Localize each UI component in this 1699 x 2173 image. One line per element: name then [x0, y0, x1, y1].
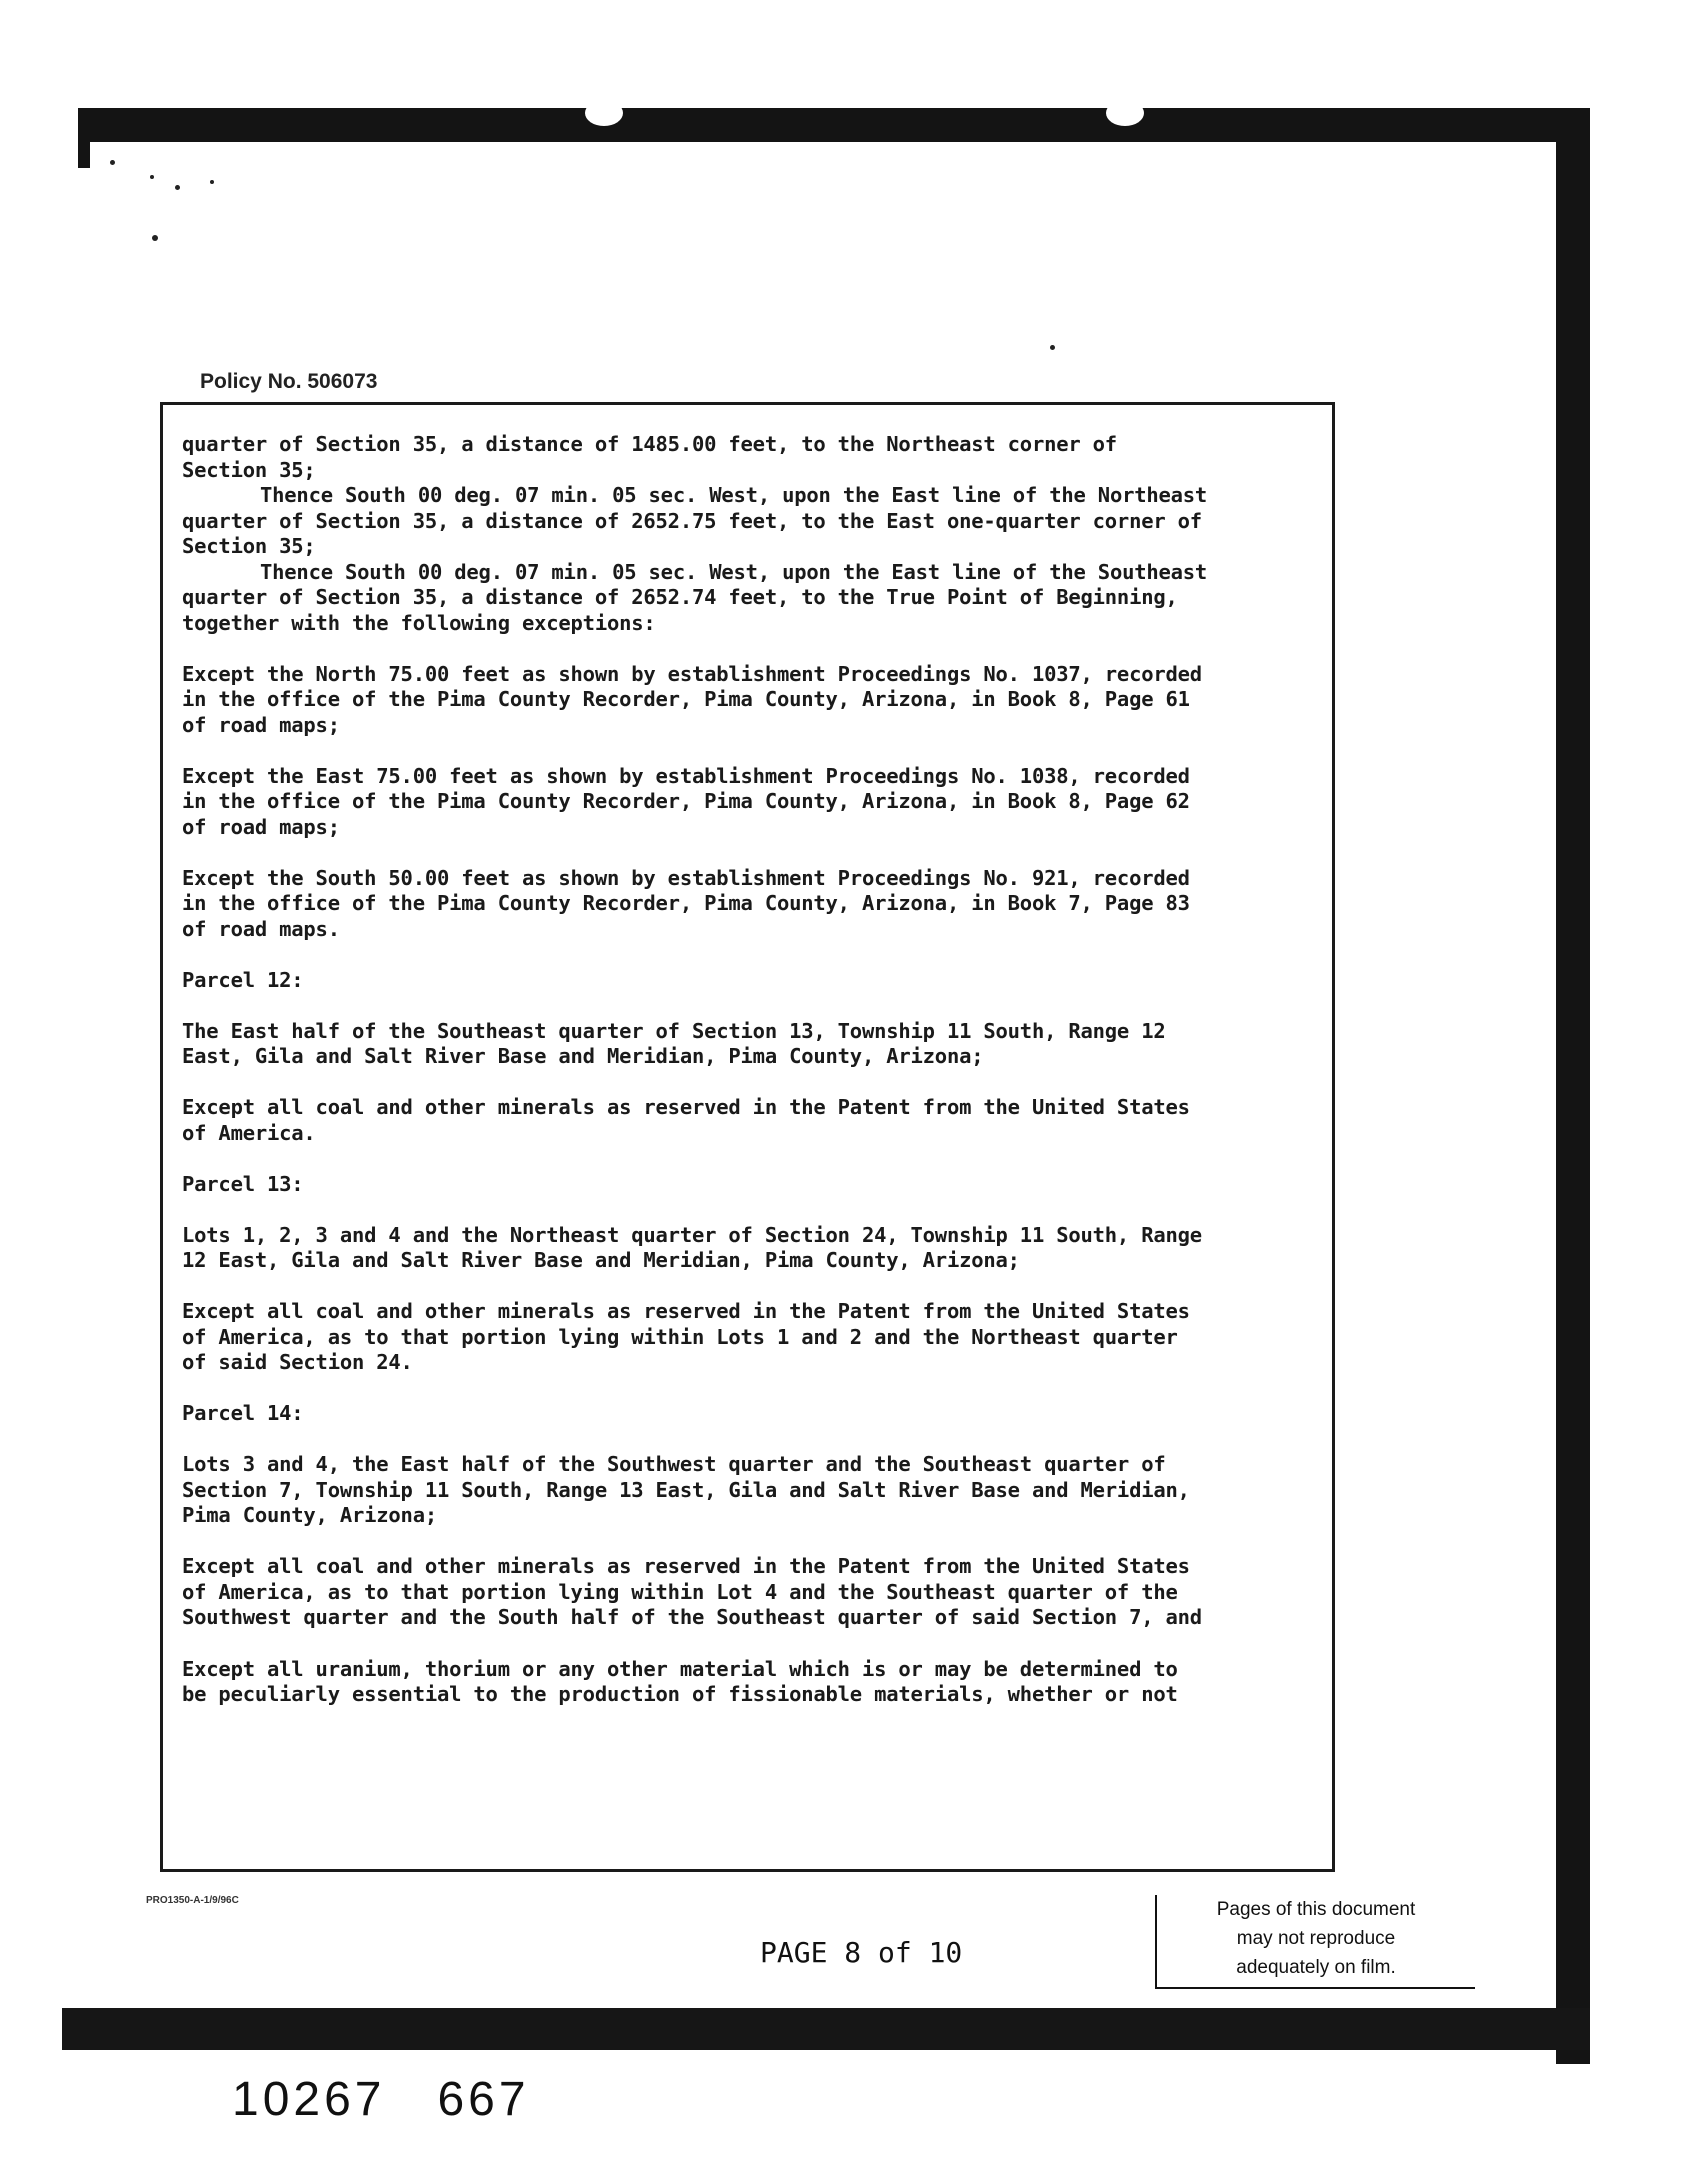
text-line: Parcel 12:	[182, 967, 304, 992]
paragraph	[182, 764, 1422, 841]
text-line: Section 35;	[182, 457, 316, 482]
scan-speck	[110, 160, 115, 165]
text-line: of road maps;	[182, 814, 340, 839]
page-number: PAGE 8 of 10	[760, 1936, 963, 1969]
text-line: quarter of Section 35, a distance of 1485.00 feet, to the Northeast corner of	[182, 432, 1117, 456]
text-line: in the office of the Pima County Recorder, Pima County, Arizona, in Book 8, Page 62	[182, 789, 1190, 813]
legal-description-text	[182, 432, 1422, 1733]
text-line: Southwest quarter and the South half of the Southeast quarter of said Section 7, and	[182, 1605, 1202, 1629]
paragraph	[182, 1019, 1422, 1070]
paragraph	[182, 1172, 1422, 1198]
text-line: together with the following exceptions:	[182, 610, 656, 635]
paragraph	[182, 1299, 1422, 1376]
paragraph	[182, 1223, 1422, 1274]
text-line: of America, as to that portion lying within Lots 1 and 2 and the Northeast quarter	[182, 1324, 1178, 1349]
text-line: East, Gila and Salt River Base and Meridian, Pima County, Arizona;	[182, 1044, 984, 1068]
text-line: Pima County, Arizona;	[182, 1503, 437, 1527]
text-line: Except all coal and other minerals as reserved in the Patent from the United States	[182, 1095, 1190, 1119]
film-frame-right	[1556, 108, 1590, 2064]
paragraph	[182, 1554, 1422, 1631]
text-line: quarter of Section 35, a distance of 2652.75 feet, to the East one-quarter corner of	[182, 508, 1202, 533]
paragraph	[182, 662, 1422, 739]
scan-speck	[1050, 345, 1055, 350]
scan-speck	[152, 235, 158, 241]
text-line: of America, as to that portion lying within Lot 4 and the Southeast quarter of the	[182, 1579, 1178, 1604]
text-line: Lots 3 and 4, the East half of the Southwest quarter and the Southeast quarter of	[182, 1452, 1166, 1476]
film-notice-line: may not reproduce	[1236, 1928, 1396, 1949]
text-line: of road maps;	[182, 712, 340, 737]
text-line: Except all uranium, thorium or any other material which is or may be determined to	[182, 1656, 1178, 1681]
scan-speck	[210, 180, 214, 184]
text-line: Lots 1, 2, 3 and 4 and the Northeast quarter of Section 24, Township 11 South, Range	[182, 1222, 1202, 1247]
paragraph	[182, 560, 1422, 637]
text-line: of said Section 24.	[182, 1350, 413, 1374]
text-line: The East half of the Southeast quarter of Section 13, Township 11 South, Range 12	[182, 1018, 1166, 1043]
film-notice	[1155, 1895, 1475, 1989]
text-line: Except the North 75.00 feet as shown by establishment Proceedings No. 1037, recorded	[182, 661, 1202, 686]
text-line: Except all coal and other minerals as reserved in the Patent from the United States	[182, 1554, 1190, 1578]
text-line: in the office of the Pima County Recorder, Pima County, Arizona, in Book 8, Page 61	[182, 687, 1190, 711]
policy-number: Policy No. 506073	[200, 370, 378, 393]
paragraph	[182, 483, 1422, 560]
form-code: PRO1350-A-1/9/96C	[146, 1895, 239, 1906]
paragraph	[182, 1657, 1422, 1708]
paragraph	[182, 1095, 1422, 1146]
text-line: Except all coal and other minerals as reserved in the Patent from the United States	[182, 1299, 1190, 1323]
text-line: Except the South 50.00 feet as shown by establishment Proceedings No. 921, recorded	[182, 865, 1190, 890]
paragraph	[182, 432, 1422, 483]
text-line: quarter of Section 35, a distance of 2652.74 feet, to the True Point of Beginning,	[182, 585, 1178, 609]
paragraph	[182, 1452, 1422, 1529]
paragraph	[182, 866, 1422, 943]
text-line: Section 35;	[182, 534, 316, 558]
text-line: in the office of the Pima County Recorder, Pima County, Arizona, in Book 7, Page 83	[182, 891, 1190, 915]
text-line: Section 7, Township 11 South, Range 13 East, Gila and Salt River Base and Meridian,	[182, 1477, 1190, 1502]
text-line: Thence South 00 deg. 07 min. 05 sec. West, upon the East line of the Southeast	[260, 559, 1208, 584]
film-frame-bottom	[62, 2008, 1590, 2050]
frame-numbers: 10267 667	[232, 2073, 530, 2126]
film-frame-left	[78, 108, 90, 168]
text-line: Except the East 75.00 feet as shown by establishment Proceedings No. 1038, recorded	[182, 763, 1190, 788]
paragraph	[182, 968, 1422, 994]
film-notice-line: Pages of this document	[1216, 1899, 1416, 1920]
film-frame-top	[78, 108, 1588, 142]
text-line: Parcel 14:	[182, 1401, 304, 1425]
paragraph	[182, 1401, 1422, 1427]
film-notice-line: adequately on film.	[1236, 1957, 1396, 1978]
text-line: of road maps.	[182, 916, 340, 941]
text-line: Parcel 13:	[182, 1171, 304, 1196]
text-line: 12 East, Gila and Salt River Base and Meridian, Pima County, Arizona;	[182, 1248, 1020, 1272]
film-notch	[1106, 100, 1144, 126]
text-line: be peculiarly essential to the production of fissionable materials, whether or not	[182, 1682, 1178, 1706]
film-notch	[585, 100, 623, 126]
text-line: Thence South 00 deg. 07 min. 05 sec. West, upon the East line of the Northeast	[260, 483, 1208, 507]
scan-speck	[175, 185, 180, 190]
scan-speck	[150, 175, 154, 179]
text-line: of America.	[182, 1120, 316, 1145]
